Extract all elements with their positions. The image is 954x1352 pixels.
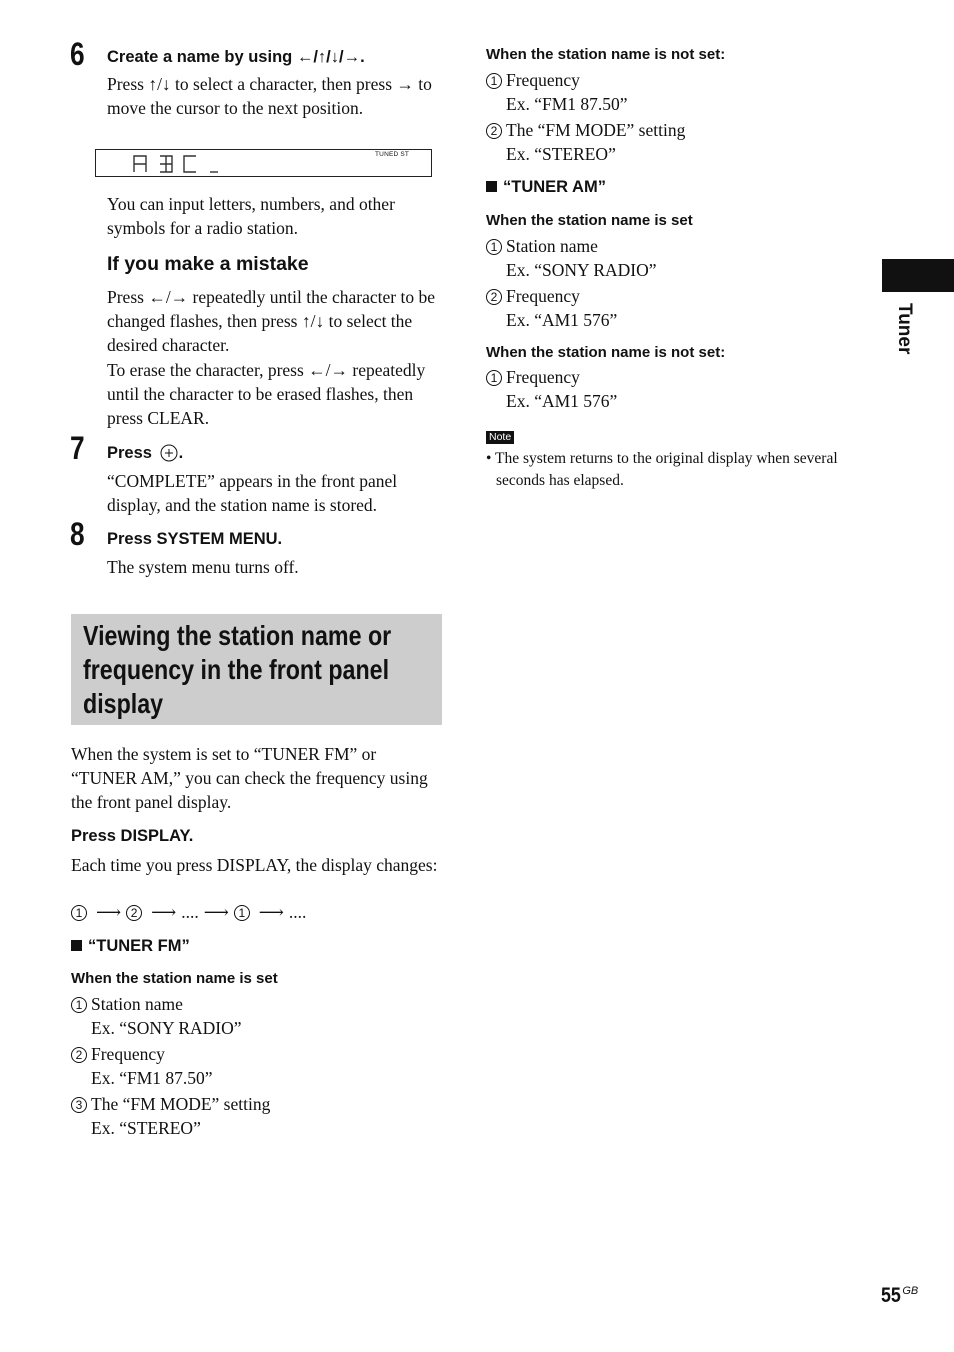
list-item-label-line: [486, 284, 856, 308]
step-8-paragraph: The system menu turns off.: [107, 557, 299, 577]
list-item-label-line: [71, 992, 441, 1016]
list-item-label-line: [486, 365, 856, 389]
sequence-step: 2: [126, 905, 142, 921]
section-intro: When the system is set to “TUNER FM” or “TUNER AM,” you can check the frequency using the front panel display.: [71, 744, 428, 812]
circled-number: 1: [486, 73, 502, 89]
step-6-paragraph-3: Press ←/→ repeatedly until the character to be changed flashes, then press ↑/↓ to select the desired character.: [107, 287, 436, 355]
tuner-am-heading-text: “TUNER AM”: [503, 178, 606, 196]
list-item: [486, 284, 856, 332]
list-item-label: Frequency: [506, 286, 580, 306]
tuner-fm-heading: [71, 936, 190, 956]
list-item-label-line: [486, 118, 856, 142]
step-number-8: 8: [70, 516, 85, 552]
step-7-title-suffix: .: [178, 444, 184, 462]
tuner-am-heading: [486, 177, 606, 197]
circled-number: 2: [71, 1047, 87, 1063]
note-text: • The system returns to the original display when several seconds has elapsed.: [486, 450, 838, 489]
side-tab-label: Tuner: [894, 303, 915, 355]
front-panel-display-illustration: [95, 149, 432, 177]
arrow-right-icon: ⟶: [96, 902, 122, 922]
step-8-title: Press SYSTEM MENU.: [107, 530, 283, 548]
display-sequence: [71, 900, 306, 924]
list-item: [486, 118, 856, 166]
fm-notset-heading: When the station name is not set:: [486, 46, 726, 63]
am-set-heading: When the station name is set: [486, 212, 693, 229]
step-6-title: Create a name by using ←/↑/↓/→.: [107, 48, 365, 66]
section-tab-marker: [882, 259, 954, 292]
list-item-example: Ex. “STEREO”: [91, 1118, 201, 1138]
circled-number: 1: [486, 239, 502, 255]
list-item-label-line: [486, 234, 856, 258]
sequence-ellipsis: ....: [288, 902, 307, 922]
page-number-suffix: GB: [902, 1285, 919, 1297]
list-item-label: Frequency: [91, 1044, 165, 1064]
section-heading: Viewing the station name or frequency in the front panel display: [83, 620, 392, 719]
list-item-label: Frequency: [506, 367, 580, 387]
fm-set-list: [71, 992, 441, 1140]
list-item-example: Ex. “SONY RADIO”: [506, 260, 657, 280]
circled-number: 3: [71, 1097, 87, 1113]
list-item-label-line: [71, 1092, 441, 1116]
am-notset-list: [486, 365, 856, 413]
step-number-6: 6: [70, 36, 85, 72]
enter-button-icon: [159, 443, 179, 463]
list-item: [486, 68, 856, 116]
list-item-label: Station name: [91, 994, 183, 1014]
list-item-label-line: [486, 68, 856, 92]
step-7-title-prefix: Press: [107, 444, 152, 462]
circled-number: 2: [486, 123, 502, 139]
list-item-label: Station name: [506, 236, 598, 256]
list-item-example: Ex. “STEREO”: [506, 144, 616, 164]
list-item-example: Ex. “AM1 576”: [506, 310, 618, 330]
list-item-label: The “FM MODE” setting: [91, 1094, 271, 1114]
circled-number: 2: [486, 289, 502, 305]
step-7-paragraph: “COMPLETE” appears in the front panel display, and the station name is stored.: [107, 471, 398, 515]
arrow-right-icon: ⟶: [203, 902, 229, 922]
list-item: [486, 234, 856, 282]
list-item-label: Frequency: [506, 70, 580, 90]
square-bullet-icon: [71, 940, 82, 951]
tuner-fm-heading-text: “TUNER FM”: [88, 937, 190, 955]
step-6-paragraph-2: You can input letters, numbers, and other symbols for a radio station.: [107, 194, 395, 238]
page-number-value: 55: [881, 1284, 901, 1307]
circled-number: 1: [486, 370, 502, 386]
sequence-ellipsis: ....: [181, 902, 199, 922]
square-bullet-icon: [486, 181, 497, 192]
each-time-text: Each time you press DISPLAY, the display changes:: [71, 855, 438, 875]
step-6-paragraph-4: To erase the character, press ←/→ repeatedly until the character to be erased flashes, then press CLEAR.: [107, 360, 426, 428]
list-item-label-line: [71, 1042, 441, 1066]
note-badge: Note: [486, 431, 514, 444]
section-heading-box: [71, 614, 442, 725]
list-item: [71, 1042, 441, 1090]
list-item: [486, 365, 856, 413]
step-number-7: 7: [70, 430, 85, 466]
press-display-instruction: Press DISPLAY.: [71, 827, 194, 845]
am-notset-heading: When the station name is not set:: [486, 344, 726, 361]
arrow-right-icon: ⟶: [258, 902, 284, 922]
am-set-list: [486, 234, 856, 332]
page-number: [881, 1284, 918, 1308]
list-item-example: Ex. “SONY RADIO”: [91, 1018, 242, 1038]
list-item: [71, 1092, 441, 1140]
fm-set-heading: When the station name is set: [71, 970, 278, 987]
list-item-label: The “FM MODE” setting: [506, 120, 686, 140]
step-6-paragraph-1: Press ↑/↓ to select a character, then press → to move the cursor to the next position.: [107, 74, 432, 118]
sequence-step: 1: [71, 905, 87, 921]
circled-number: 1: [71, 997, 87, 1013]
lcd-indicator: TUNED ST: [375, 151, 410, 158]
mistake-heading: If you make a mistake: [107, 253, 309, 275]
arrow-right-icon: ⟶: [151, 902, 177, 922]
list-item-example: Ex. “AM1 576”: [506, 391, 618, 411]
list-item-example: Ex. “FM1 87.50”: [506, 94, 628, 114]
list-item: [71, 992, 441, 1040]
step-7-title: [107, 442, 183, 464]
list-item-example: Ex. “FM1 87.50”: [91, 1068, 213, 1088]
fm-notset-list: [486, 68, 856, 166]
sequence-step: 1: [234, 905, 250, 921]
